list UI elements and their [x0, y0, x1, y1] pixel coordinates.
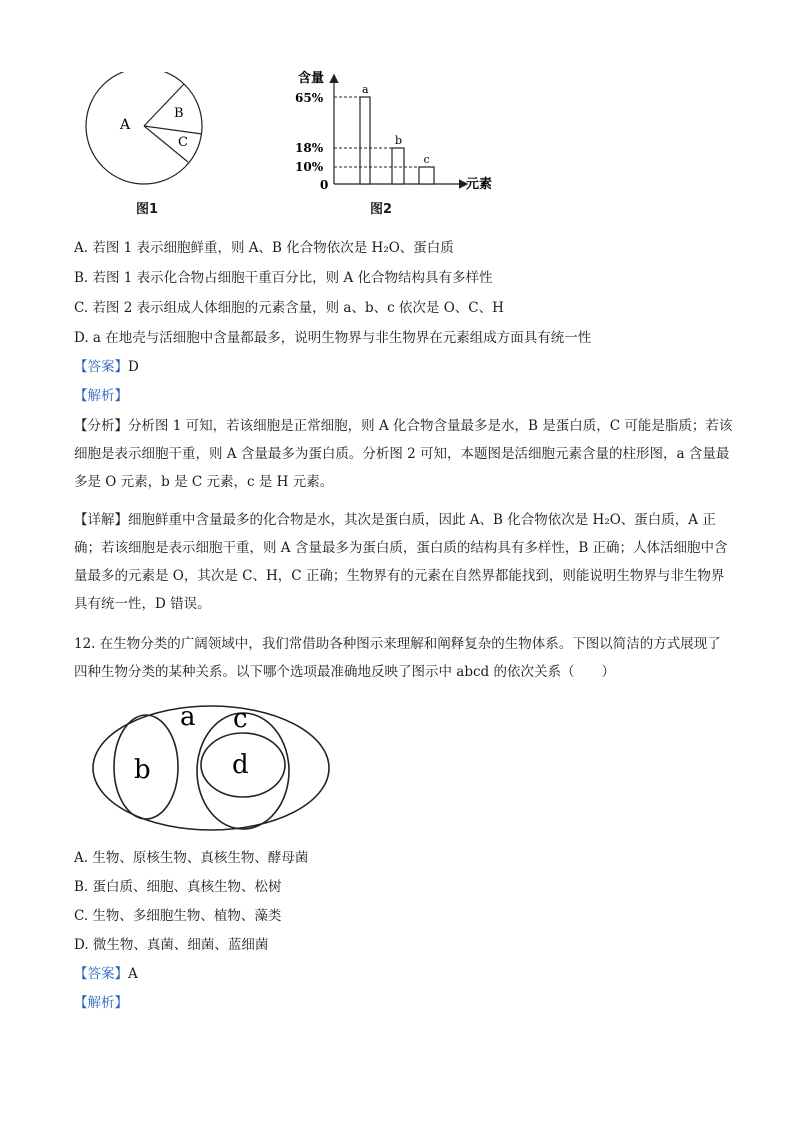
bar-a	[360, 97, 370, 184]
q12-jiexi	[74, 993, 128, 1013]
answer-value: D	[128, 359, 139, 375]
figure-2-bar-chart	[284, 68, 504, 198]
tick-65: 65%	[295, 91, 324, 105]
venn-label-d: d	[232, 750, 249, 780]
bar-label-b: b	[395, 134, 403, 147]
q11-option-d: D. a 在地壳与活细胞中含量都最多，说明生物界与非生物界在元素组成方面具有统一性	[74, 330, 592, 346]
fenxi-text: 分析图 1 可知，若该细胞是正常细胞，则 A 化合物含量最多是水，B 是蛋白质，C 可能是脂质；若该细胞是表示细胞干重，则 A 含量最多为蛋白质。分析图 2 可知，本题图是活细胞元素含量的柱形图，a 含量最多是 O 元素，b 是 C 元素，c 是 H 元素。	[74, 418, 733, 490]
answer-value: A	[128, 966, 138, 982]
jiexi-tag: 【解析】	[74, 388, 128, 404]
figure-1-caption: 图1	[136, 202, 159, 217]
pie-label-c: C	[178, 135, 188, 150]
figure-1-pie-diagram	[84, 72, 214, 192]
pie-label-b: B	[174, 106, 184, 121]
x-axis-label: 元素	[466, 177, 493, 192]
pie-outline	[86, 72, 202, 184]
q11-option-b: B. 若图 1 表示化合物占细胞干重百分比，则 A 化合物结构具有多样性	[74, 270, 493, 286]
pie-label-a: A	[120, 117, 131, 133]
q12-option-c: C. 生物、多细胞生物、植物、藻类	[74, 908, 282, 924]
bar-c	[419, 167, 434, 184]
q12-answer	[74, 964, 138, 984]
tick-18: 18%	[295, 141, 324, 155]
q11-analysis	[74, 412, 734, 496]
q12-option-d: D. 微生物、真菌、细菌、蓝细菌	[74, 937, 269, 953]
xiangjie-text: 细胞鲜重中含量最多的化合物是水，其次是蛋白质，因此 A、B 化合物依次是 H₂O、蛋白质，A 正确；若该细胞是表示细胞干重，则 A 含量最多为蛋白质，蛋白质的结构具有多样性，B 正确；人体活细胞中含量最多的元素是 O，其次是 C、H，C 正确；生物界有的元素在自然界都能找到，则能说明生物界与非生物界具有统一性，D 错误。	[74, 512, 728, 612]
venn-label-c: c	[233, 704, 248, 734]
bar-b	[392, 148, 404, 184]
q12-stem: 12. 在生物分类的广阔领域中，我们常借助各种图示来理解和阐释复杂的生物体系。下图以简洁的方式展现了四种生物分类的某种关系。以下哪个选项最准确地反映了图示中 abcd 的依次关系（ ）	[74, 636, 721, 680]
tick-0: 0	[320, 178, 329, 192]
answer-tag: 【答案】	[74, 966, 128, 982]
y-axis-label: 含量	[298, 71, 325, 86]
venn-label-b: b	[134, 755, 151, 785]
fenxi-tag: 【分析】	[74, 418, 128, 434]
q11-option-c: C. 若图 2 表示组成人体细胞的元素含量，则 a、b、c 依次是 O、C、H	[74, 300, 504, 316]
q12-option-b: B. 蛋白质、细胞、真核生物、松树	[74, 879, 282, 895]
q11-option-a: A. 若图 1 表示细胞鲜重，则 A、B 化合物依次是 H₂O、蛋白质	[74, 240, 454, 256]
q12-option-a: A. 生物、原核生物、真核生物、酵母菌	[74, 850, 309, 866]
q11-answer	[74, 357, 139, 377]
venn-diagram	[90, 693, 330, 843]
bar-label-c: c	[423, 153, 430, 166]
q11-jiexi	[74, 386, 128, 406]
bar-label-a: a	[362, 83, 369, 96]
jiexi-tag: 【解析】	[74, 995, 128, 1011]
q11-detail	[74, 506, 734, 618]
venn-label-a: a	[180, 702, 196, 732]
xiangjie-tag: 【详解】	[74, 512, 128, 528]
answer-tag: 【答案】	[74, 359, 128, 375]
tick-10: 10%	[295, 160, 324, 174]
figure-2-caption: 图2	[370, 202, 393, 217]
